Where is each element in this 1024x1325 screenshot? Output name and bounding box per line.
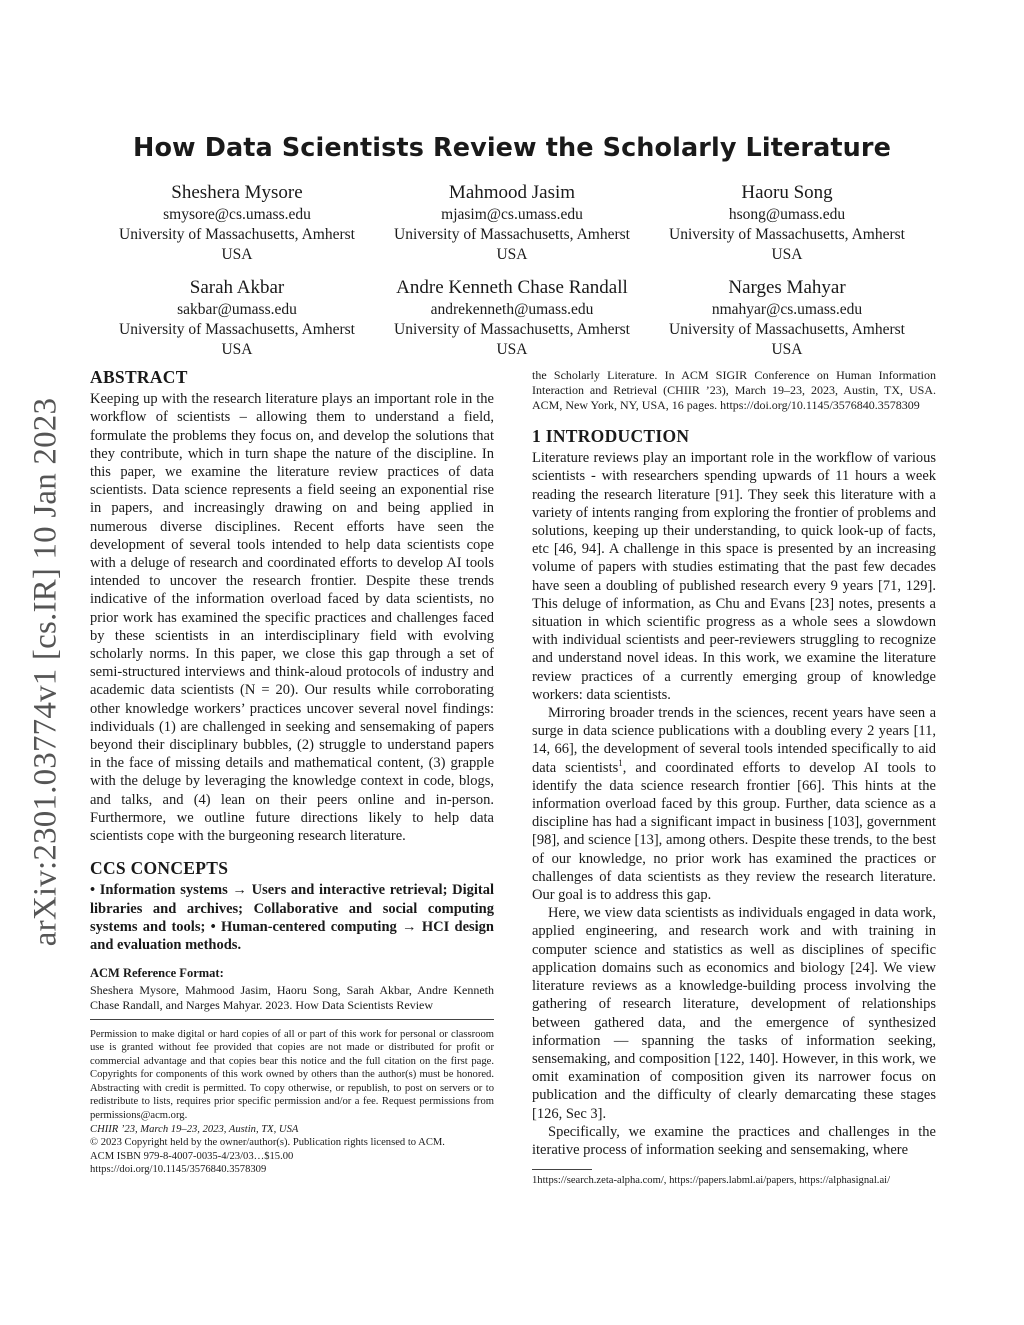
author-country: USA	[496, 246, 528, 263]
abstract-heading: ABSTRACT	[90, 367, 188, 387]
author-country: USA	[771, 341, 803, 358]
copyright-line: © 2023 Copyright held by the owner/author(s). Publication rights licensed to ACM.	[90, 1137, 445, 1149]
author-country: USA	[771, 246, 803, 263]
arxiv-sidebar-stamp	[27, 372, 64, 972]
ccs-text: • Information systems → Users and interactive retrieval; Digital libraries and archives; Collaborative and social computing systems and tools; • Human-centered computing → HCI design and evaluation methods.	[90, 882, 494, 954]
abstract-text: Keeping up with the research literature plays an important role in the workflow of scientists – allowing them to understand a field, formulate the problems they focus on, and develop the solutions that they contribute, which in turn shape the nature of the discipline. In this paper, we examine the literature review practices of data scientists. Data science represents a field seeing an exponential rise in papers, and increasingly drawing on and being applied in numerous diverse disciplines. Recent efforts have seen the development of several tools intended to help data scientists cope with a deluge of research and coordinated efforts to develop AI tools intended to uncover the research frontier. Despite these trends indicative of the information overload faced by data scientists, no prior work has examined the specific practices and challenges faced by these scientists in an interdisciplinary field with evolving scholarly norms. In this paper, we close this gap through a set of semi-structured interviews and think-aloud protocols of industry and academic data scientists (N = 20). Our results while corroborating other knowledge workers’ practices uncover several novel findings: individuals (1) are challenged in seeking and sensemaking of papers beyond their disciplinary bubbles, (2) struggle to understand papers in the face of missing details and mathematical content, (3) grapple with the deluge by leveraging the knowledge context in code, blogs, and talks, and (4) lean on their peers online and in-person. Furthermore, we outline future directions likely to help data scientists cope with the burgeoning research literature.	[90, 391, 494, 845]
author-affiliation: University of Massachusetts, Amherst	[119, 321, 355, 338]
author-name: Narges Mahyar	[728, 277, 846, 298]
paper-title: How Data Scientists Review the Scholarly Literature	[133, 133, 891, 163]
author-affiliation: University of Massachusetts, Amherst	[119, 226, 355, 243]
author-email: smysore@cs.umass.edu	[163, 206, 311, 223]
intro-text: Mirroring broader trends in the sciences, recent years have seen a surge in data science publications with a doubling every 2 years [11, 14, 66], the development of several tools intended specifically to aid data scientists	[532, 705, 936, 776]
arxiv-id: arXiv:2301.03774v1 [cs.IR] 10 Jan 2023	[27, 397, 64, 947]
intro-paragraph: Literature reviews play an important role in the workflow of various scientists - with researchers spending upwards of 11 hours a week reading the research literature [91]. They seek this literature with a variety of intents ranging from exploring the frontier of problems and solutions, keeping up their understanding, to quick look-up of facts, etc [46, 94]. A challenge in this space is presented by an increasing volume of papers with studies estimating that the past few decades have seen a doubling of published research every 9 years [71, 129]. This deluge of information, as Chu and Evans [23] notes, presents a situation in which scientific progress as a whole sees a slowdown with individual scientists and peer-reviewers struggling to recognize and understand novel ideas. In this work, we examine the literature review practices of a currently emerging group of knowledge workers: data scientists.	[532, 450, 936, 703]
author-block	[652, 180, 922, 265]
intro-paragraph: Specifically, we examine the practices and challenges in the iterative process of information seeking and sensemaking, where	[532, 1123, 936, 1158]
author-name: Sheshera Mysore	[171, 182, 303, 203]
doi-line: https://doi.org/10.1145/3576840.3578309	[90, 1164, 267, 1176]
author-affiliation: University of Massachusetts, Amherst	[669, 226, 905, 243]
footnote-marker: 1	[618, 757, 623, 768]
author-country: USA	[221, 246, 253, 263]
author-name: Andre Kenneth Chase Randall	[396, 277, 628, 298]
acm-ref-text: Sheshera Mysore, Mahmood Jasim, Haoru Song, Sarah Akbar, Andre Kenneth Chase Randall, and Narges Mahyar. 2023. How Data Scientists Review	[90, 982, 494, 1012]
author-name: Haoru Song	[741, 182, 833, 203]
author-block	[652, 275, 922, 360]
author-block	[102, 180, 372, 265]
author-email: andrekenneth@umass.edu	[430, 301, 594, 318]
isbn-line: ACM ISBN 979-8-4007-0035-4/23/03…$15.00	[90, 1150, 294, 1162]
author-country: USA	[496, 341, 528, 358]
acm-ref-heading: ACM Reference Format:	[90, 966, 224, 981]
author-email: hsong@umass.edu	[728, 206, 846, 223]
footnote-divider	[532, 1169, 592, 1170]
author-email: mjasim@cs.umass.edu	[441, 206, 583, 223]
author-email: sakbar@umass.edu	[177, 301, 297, 318]
author-block	[367, 275, 657, 360]
right-column	[532, 368, 936, 1187]
intro-paragraph: Here, we view data scientists as individuals engaged in data work, applied engineering, and research work and with training in computer science and statistics as well as disciplines of specific application domains such as economics and biology [24]. We view literature reviews as a knowledge-building process involving the gathering of research literature, development of relationships between gathered data, and the emergence of synthesized information — spanning the tasks of information seeking, sensemaking, and composition [122, 140]. However, in this work, we omit examination of composition given its narrower focus on publication and the difficulty of clearly demarcating these stages [126, Sec 3].	[532, 905, 936, 1122]
permission-text: Permission to make digital or hard copies of all or part of this work for personal or classroom use is granted without fee provided that copies are not made or distributed for profit or commercial advantage and that copies bear this notice and the full citation on the first page. Copyrights for components of this work owned by others than the author(s) must be honored. Abstracting with credit is permitted. To copy otherwise, or republish, to post on servers or to redistribute to lists, requires prior specific permission and/or a fee. Request permissions from permissions@acm.org.	[90, 1028, 494, 1122]
footnote: 1https://search.zeta-alpha.com/, https://papers.labml.ai/papers, https://alphasignal.ai/	[532, 1175, 891, 1187]
author-affiliation: University of Massachusetts, Amherst	[394, 226, 630, 243]
author-block	[377, 180, 647, 265]
left-column	[90, 368, 494, 1177]
author-email: nmahyar@cs.umass.edu	[711, 301, 863, 318]
intro-paragraph	[532, 704, 936, 904]
author-name: Sarah Akbar	[189, 277, 285, 298]
intro-heading: 1 INTRODUCTION	[532, 426, 690, 446]
acm-ref-continued: the Scholarly Literature. In ACM SIGIR Conference on Human Information Interaction and Retrieval (CHIIR ’23), March 19–23, 2023, Austin, TX, USA. ACM, New York, NY, USA, 16 pages. https://doi.org/10.1145/3576840.3578309	[532, 368, 936, 412]
author-name: Mahmood Jasim	[448, 182, 576, 203]
divider	[90, 1019, 494, 1020]
author-country: USA	[221, 341, 253, 358]
author-affiliation: University of Massachusetts, Amherst	[394, 321, 630, 338]
ccs-heading: CCS CONCEPTS	[90, 858, 229, 879]
author-block	[102, 275, 372, 360]
conference-line: CHIIR ’23, March 19–23, 2023, Austin, TX, USA	[90, 1123, 299, 1135]
author-affiliation: University of Massachusetts, Amherst	[669, 321, 905, 338]
intro-text: , and coordinated efforts to develop AI tools to identify the data science research frontier [66]. This hints at the information overload faced by this group. Further, data science as a discipline has had a significant impact in business [103], government [98], and science [13], among others. Despite these trends, to the best of our knowledge, no prior work has examined the practices or challenges of data scientists as they review the research literature. Our goal is to address this gap.	[532, 759, 936, 904]
